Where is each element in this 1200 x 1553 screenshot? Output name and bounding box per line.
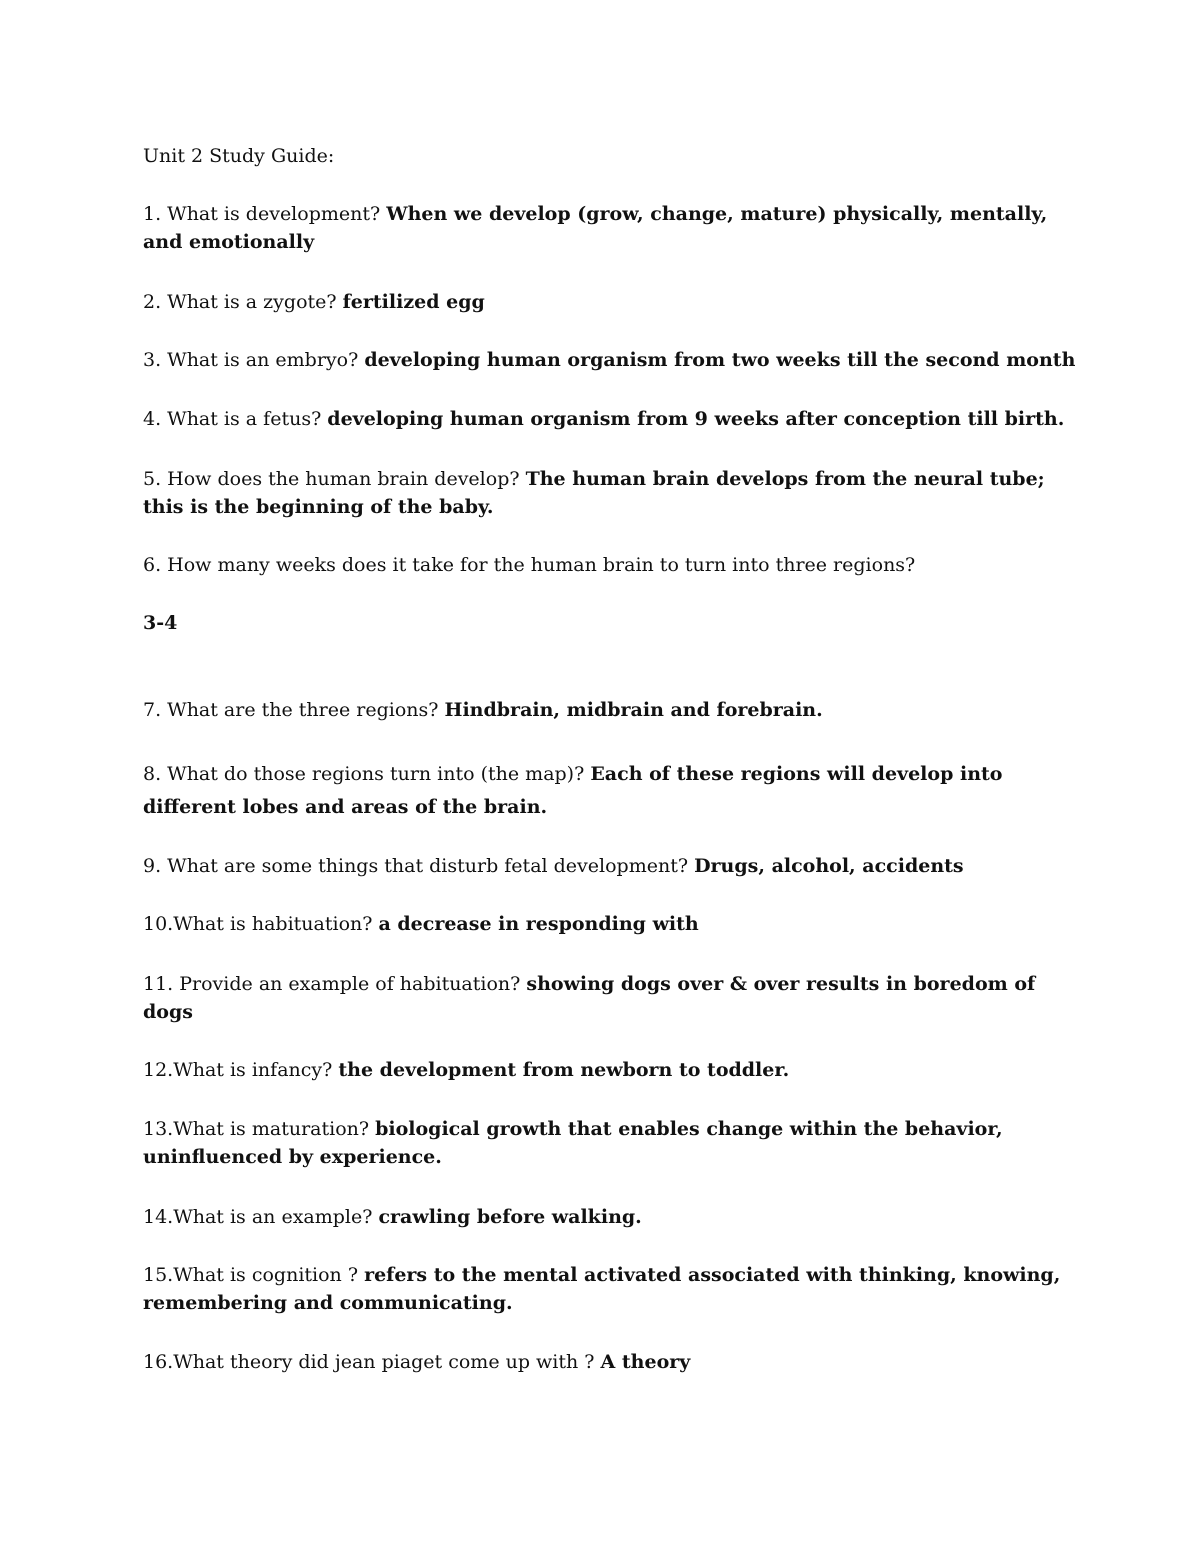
- item-5: [143, 465, 1043, 493]
- answer-2: fertilized egg: [342, 291, 485, 313]
- answer-15: refers to the mental activated associated with thinking, knowing,: [364, 1264, 1061, 1286]
- answer-9: Drugs, alcohol, accidents: [694, 855, 964, 877]
- answer-16: A theory: [600, 1351, 691, 1373]
- question-13: 13.What is maturation?: [143, 1118, 376, 1140]
- answer-11: showing dogs over & over results in boredom of: [526, 973, 1036, 995]
- answer-8-continued: different lobes and areas of the brain.: [143, 796, 548, 818]
- question-4: 4. What is a fetus?: [143, 408, 328, 430]
- question-15: 15.What is cognition ?: [143, 1264, 365, 1286]
- answer-8: Each of these regions will develop into: [590, 763, 1003, 785]
- item-10: [143, 910, 1043, 938]
- item-13: [143, 1115, 1043, 1143]
- question-12: 12.What is infancy?: [143, 1059, 339, 1081]
- answer-4: developing human organism from 9 weeks after conception till birth.: [327, 408, 1065, 430]
- question-1: 1. What is development?: [143, 203, 387, 225]
- item-1: [143, 200, 1048, 228]
- answer-12: the development from newborn to toddler.: [338, 1059, 790, 1081]
- item-8: [143, 760, 1043, 788]
- answer-1: When we develop (grow, change, mature) physically, mentally,: [386, 203, 1048, 225]
- answer-5: The human brain develops from the neural tube;: [525, 468, 1045, 490]
- item-14: [143, 1203, 1043, 1231]
- answer-1-continued: and emotionally: [143, 231, 315, 253]
- question-10: 10.What is habituation?: [143, 913, 379, 935]
- item-4: [143, 405, 1065, 433]
- answer-14: crawling before walking.: [378, 1206, 642, 1228]
- answer-15-continued: remembering and communicating.: [143, 1292, 513, 1314]
- question-9: 9. What are some things that disturb fetal development?: [143, 855, 695, 877]
- item-3: [143, 346, 1076, 374]
- answer-13-continued: uninfluenced by experience.: [143, 1146, 442, 1168]
- answer-7: Hindbrain, midbrain and forebrain.: [444, 699, 823, 721]
- question-3: 3. What is an embryo?: [143, 349, 365, 371]
- item-2: [143, 288, 1043, 316]
- answer-13: biological growth that enables change within the behavior,: [375, 1118, 1003, 1140]
- question-11: 11. Provide an example of habituation?: [143, 973, 527, 995]
- document-title: Unit 2 Study Guide:: [143, 145, 335, 167]
- answer-6: 3-4: [143, 612, 178, 634]
- answer-5-continued: this is the beginning of the baby.: [143, 496, 494, 518]
- answer-3: developing human organism from two weeks till the second month: [364, 349, 1076, 371]
- item-7: [143, 696, 1043, 724]
- item-9: [143, 852, 1043, 880]
- item-11: [143, 970, 1043, 998]
- question-16: 16.What theory did jean piaget come up with ?: [143, 1351, 601, 1373]
- answer-11-continued: dogs: [143, 1001, 193, 1023]
- question-8: 8. What do those regions turn into (the map)?: [143, 763, 591, 785]
- question-7: 7. What are the three regions?: [143, 699, 445, 721]
- item-15: [143, 1261, 1061, 1289]
- question-14: 14.What is an example?: [143, 1206, 379, 1228]
- item-12: [143, 1056, 1043, 1084]
- question-2: 2. What is a zygote?: [143, 291, 343, 313]
- answer-10: a decrease in responding with: [378, 913, 699, 935]
- item-16: [143, 1348, 1043, 1376]
- question-6: 6. How many weeks does it take for the human brain to turn into three regions?: [143, 554, 916, 576]
- question-5: 5. How does the human brain develop?: [143, 468, 526, 490]
